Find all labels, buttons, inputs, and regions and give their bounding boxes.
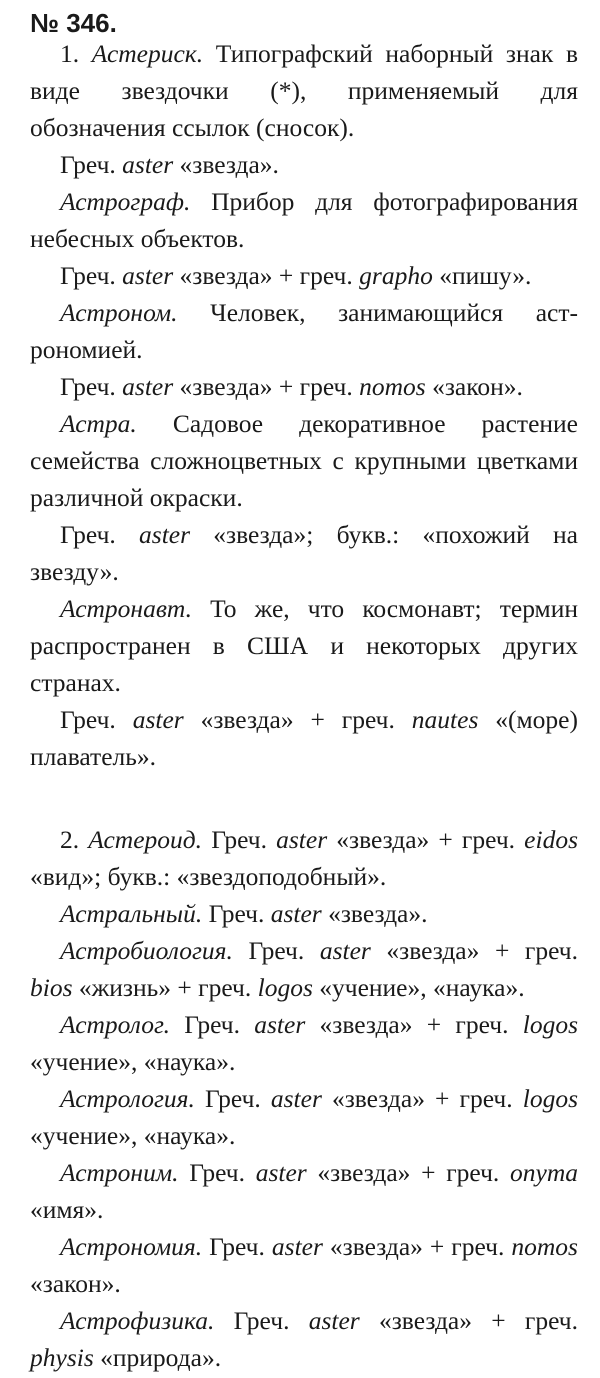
etymology-asterisk <box>30 146 578 183</box>
greek-word: bios <box>30 973 73 1002</box>
section-divider <box>30 775 578 821</box>
etymology-text: «звезда» + греч. <box>173 261 360 290</box>
etymology-text: «закон». <box>425 372 523 401</box>
greek-word: aster <box>122 261 174 290</box>
greek-word: aster <box>122 372 174 401</box>
entry-astronomy <box>30 1228 578 1302</box>
term: Астральный. <box>60 899 203 928</box>
etymology-astronaut <box>30 701 578 775</box>
etymology-text: Греч. <box>60 372 123 401</box>
etymology-text: «учение», «наука». <box>30 1121 236 1150</box>
greek-word: aster <box>254 1010 306 1039</box>
definition: Типографский наборный знак в виде звездочки (*), применяемый для обозначения ссылок (сносок). <box>30 39 578 142</box>
term: Астрограф. <box>60 187 191 216</box>
greek-word: physis <box>30 1343 94 1372</box>
greek-word: aster <box>270 899 322 928</box>
term: Астроним. <box>60 1158 179 1187</box>
term: Астра. <box>60 409 137 438</box>
etymology-text: «звезда» + греч. <box>305 1010 523 1039</box>
etymology-text: «жизнь» + греч. <box>72 973 258 1002</box>
etymology-text: «имя». <box>30 1195 104 1224</box>
etymology-text: «(море) плаватель». <box>30 705 578 771</box>
entry-astronym <box>30 1154 578 1228</box>
entry-astrophysics <box>30 1302 578 1376</box>
section-number: 2. <box>60 825 80 854</box>
etymology-text: «звезда» + греч. <box>306 1158 511 1187</box>
entry-astronomer <box>30 294 578 368</box>
entry-astrology <box>30 1080 578 1154</box>
term: Астериск. <box>91 39 204 68</box>
greek-word: aster <box>308 1306 360 1335</box>
term: Астрофизика. <box>60 1306 215 1335</box>
etymology-text: Греч. <box>60 150 123 179</box>
greek-word: aster <box>276 825 328 854</box>
entry-astronaut <box>30 590 578 701</box>
entry-astral <box>30 895 578 932</box>
greek-word: aster <box>139 520 191 549</box>
etymology-text: Греч. <box>202 825 277 854</box>
etymology-aster-flower <box>30 516 578 590</box>
definition: Прибор для фотографирования небесных объектов. <box>30 187 578 253</box>
section-number: 1. <box>60 39 80 68</box>
etymology-text: «звезда» + греч. <box>322 1232 512 1261</box>
etymology-text: «звезда» + греч. <box>359 1306 578 1335</box>
greek-word: logos <box>257 973 313 1002</box>
exercise-body <box>30 35 578 1376</box>
etymology-text: Греч. <box>169 1010 255 1039</box>
greek-word: logos <box>522 1010 578 1039</box>
term: Астронавт. <box>60 594 192 623</box>
greek-word: aster <box>132 705 184 734</box>
etymology-text: Греч. <box>178 1158 256 1187</box>
greek-word: aster <box>319 936 371 965</box>
etymology-text: Греч. <box>194 1084 271 1113</box>
etymology-text: «вид»; букв.: «звездоподобный». <box>30 862 387 891</box>
etymology-text: «закон». <box>30 1269 121 1298</box>
definition: Садовое декоративное растение семейства сложноцветных с крупными цветками различной окраски. <box>30 409 578 512</box>
etymology-text: «звезда» + греч. <box>321 1084 523 1113</box>
etymology-text: «звезда». <box>173 150 279 179</box>
greek-word: nomos <box>511 1232 578 1261</box>
term: Астрология. <box>60 1084 195 1113</box>
etymology-text: «звезда» + греч. <box>327 825 525 854</box>
entry-aster-flower <box>30 405 578 516</box>
greek-word: aster <box>271 1232 323 1261</box>
etymology-text: «звезда» + греч. <box>173 372 360 401</box>
etymology-text: Греч. <box>214 1306 309 1335</box>
term: Астероид. <box>88 825 203 854</box>
term: Астробиология. <box>60 936 233 965</box>
entry-astrologer <box>30 1006 578 1080</box>
etymology-text: Греч. <box>202 899 271 928</box>
etymology-astronomer <box>30 368 578 405</box>
etymology-text: «звезда». <box>321 899 428 928</box>
exercise-number: № 346. <box>30 8 117 38</box>
greek-word: nautes <box>411 705 479 734</box>
entry-astrobiology <box>30 932 578 1006</box>
greek-word: aster <box>255 1158 307 1187</box>
greek-word: eidos <box>524 825 578 854</box>
greek-word: logos <box>522 1084 578 1113</box>
greek-word: aster <box>122 150 174 179</box>
entry-asteroid <box>30 821 578 895</box>
etymology-text: «учение», «наука». <box>312 973 525 1002</box>
term: Астролог. <box>60 1010 170 1039</box>
etymology-text: «звезда»; букв.: «похожий на звезду». <box>30 520 578 586</box>
entry-astrograph <box>30 183 578 257</box>
etymology-text: «учение», «наука». <box>30 1047 236 1076</box>
entry-asterisk <box>30 35 578 146</box>
etymology-text: «пишу». <box>432 261 532 290</box>
greek-word: aster <box>270 1084 322 1113</box>
etymology-text: Греч. <box>60 705 133 734</box>
etymology-astrograph <box>30 257 578 294</box>
etymology-text: Греч. <box>60 261 123 290</box>
etymology-text: Греч. <box>60 520 140 549</box>
etymology-text: Греч. <box>202 1232 272 1261</box>
etymology-text: Греч. <box>232 936 320 965</box>
etymology-text: «звезда» + греч. <box>183 705 412 734</box>
definition: Человек, занимающийся астрономией. <box>30 298 578 364</box>
greek-word: grapho <box>359 261 433 290</box>
etymology-text: «природа». <box>93 1343 222 1372</box>
term: Астроном. <box>60 298 178 327</box>
definition: То же, что космонавт; термин распространен в США и некоторых других странах. <box>30 594 578 697</box>
greek-word: nomos <box>359 372 426 401</box>
greek-word: onyma <box>510 1158 578 1187</box>
term: Астрономия. <box>60 1232 203 1261</box>
etymology-text: «звезда» + греч. <box>370 936 578 965</box>
